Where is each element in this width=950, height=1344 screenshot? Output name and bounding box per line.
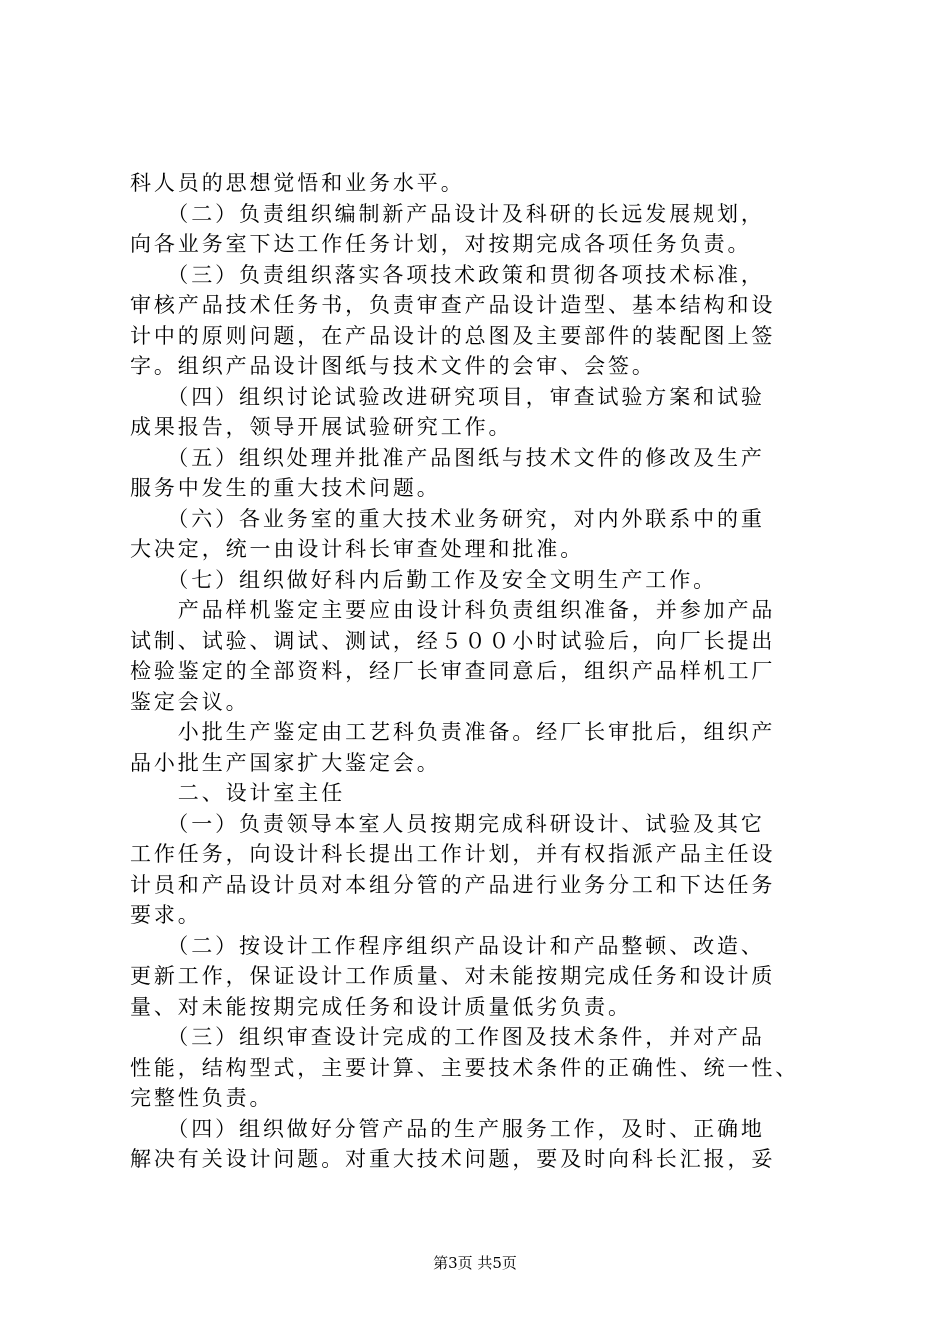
text-line: 性能，结构型式，主要计算、主要技术条件的正确性、统一性、	[130, 1055, 800, 1080]
text-line: 计中的原则问题，在产品设计的总图及主要部件的装配图上签	[130, 323, 776, 348]
text-line: （三）负责组织落实各项技术政策和贯彻各项技术标准，	[130, 262, 765, 287]
text-line: 更新工作，保证设计工作质量、对未能按期完成任务和设计质	[130, 964, 776, 988]
text-line: 品小批生产国家扩大鉴定会。	[130, 750, 441, 775]
text-line: 二、设计室主任	[130, 781, 346, 805]
document-body	[130, 168, 845, 1175]
text-line: 鉴定会议。	[130, 689, 250, 714]
text-line: （四）组织讨论试验改进研究项目，审查试验方案和试验	[130, 384, 765, 409]
text-line: 试制、试验、调试、测试，经５００小时试验后，向厂长提出	[130, 628, 776, 653]
text-line: 量、对未能按期完成任务和设计质量低劣负责。	[130, 994, 632, 1019]
text-line: 完整性负责。	[130, 1086, 274, 1110]
text-line: （五）组织处理并批准产品图纸与技术文件的修改及生产	[130, 445, 765, 470]
text-line: 服务中发生的重大技术问题。	[130, 476, 441, 500]
text-line: 成果报告，领导开展试验研究工作。	[130, 415, 513, 439]
text-line: 计员和产品设计员对本组分管的产品进行业务分工和下达任务	[130, 872, 776, 897]
text-line: （六）各业务室的重大技术业务研究，对内外联系中的重	[130, 506, 765, 531]
text-line: 审核产品技术任务书，负责审查产品设计造型、基本结构和设	[130, 293, 776, 317]
page-number-footer: 第3页 共5页	[433, 1254, 517, 1272]
text-line: （七）组织做好科内后勤工作及安全文明生产工作。	[130, 567, 717, 592]
text-line: 字。组织产品设计图纸与技术文件的会审、会签。	[130, 354, 656, 378]
text-line: 工作任务，向设计科长提出工作计划，并有权指派产品主任设	[130, 842, 776, 866]
text-line: （二）按设计工作程序组织产品设计和产品整顿、改造、	[130, 933, 765, 958]
text-line: （二）负责组织编制新产品设计及科研的长远发展规划，	[130, 201, 765, 226]
text-line: （四）组织做好分管产品的生产服务工作，及时、正确地	[130, 1116, 765, 1141]
text-line: （三）组织审查设计完成的工作图及技术条件，并对产品	[130, 1025, 765, 1049]
text-line: 科人员的思想觉悟和业务水平。	[130, 171, 465, 195]
text-line: 解决有关设计问题。对重大技术问题，要及时向科长汇报，妥	[130, 1147, 776, 1171]
text-line: 向各业务室下达工作任务计划，对按期完成各项任务负责。	[130, 232, 752, 256]
text-line: （一）负责领导本室人员按期完成科研设计、试验及其它	[130, 811, 765, 836]
text-line: 产品样机鉴定主要应由设计科负责组织准备，并参加产品	[130, 598, 776, 622]
text-line: 要求。	[130, 903, 202, 927]
text-line: 小批生产鉴定由工艺科负责准备。经厂长审批后，组织产	[130, 720, 776, 744]
text-line: 大决定，统一由设计科长审查处理和批准。	[130, 537, 585, 561]
text-line: 检验鉴定的全部资料，经厂长审查同意后，组织产品样机工厂	[130, 659, 776, 683]
